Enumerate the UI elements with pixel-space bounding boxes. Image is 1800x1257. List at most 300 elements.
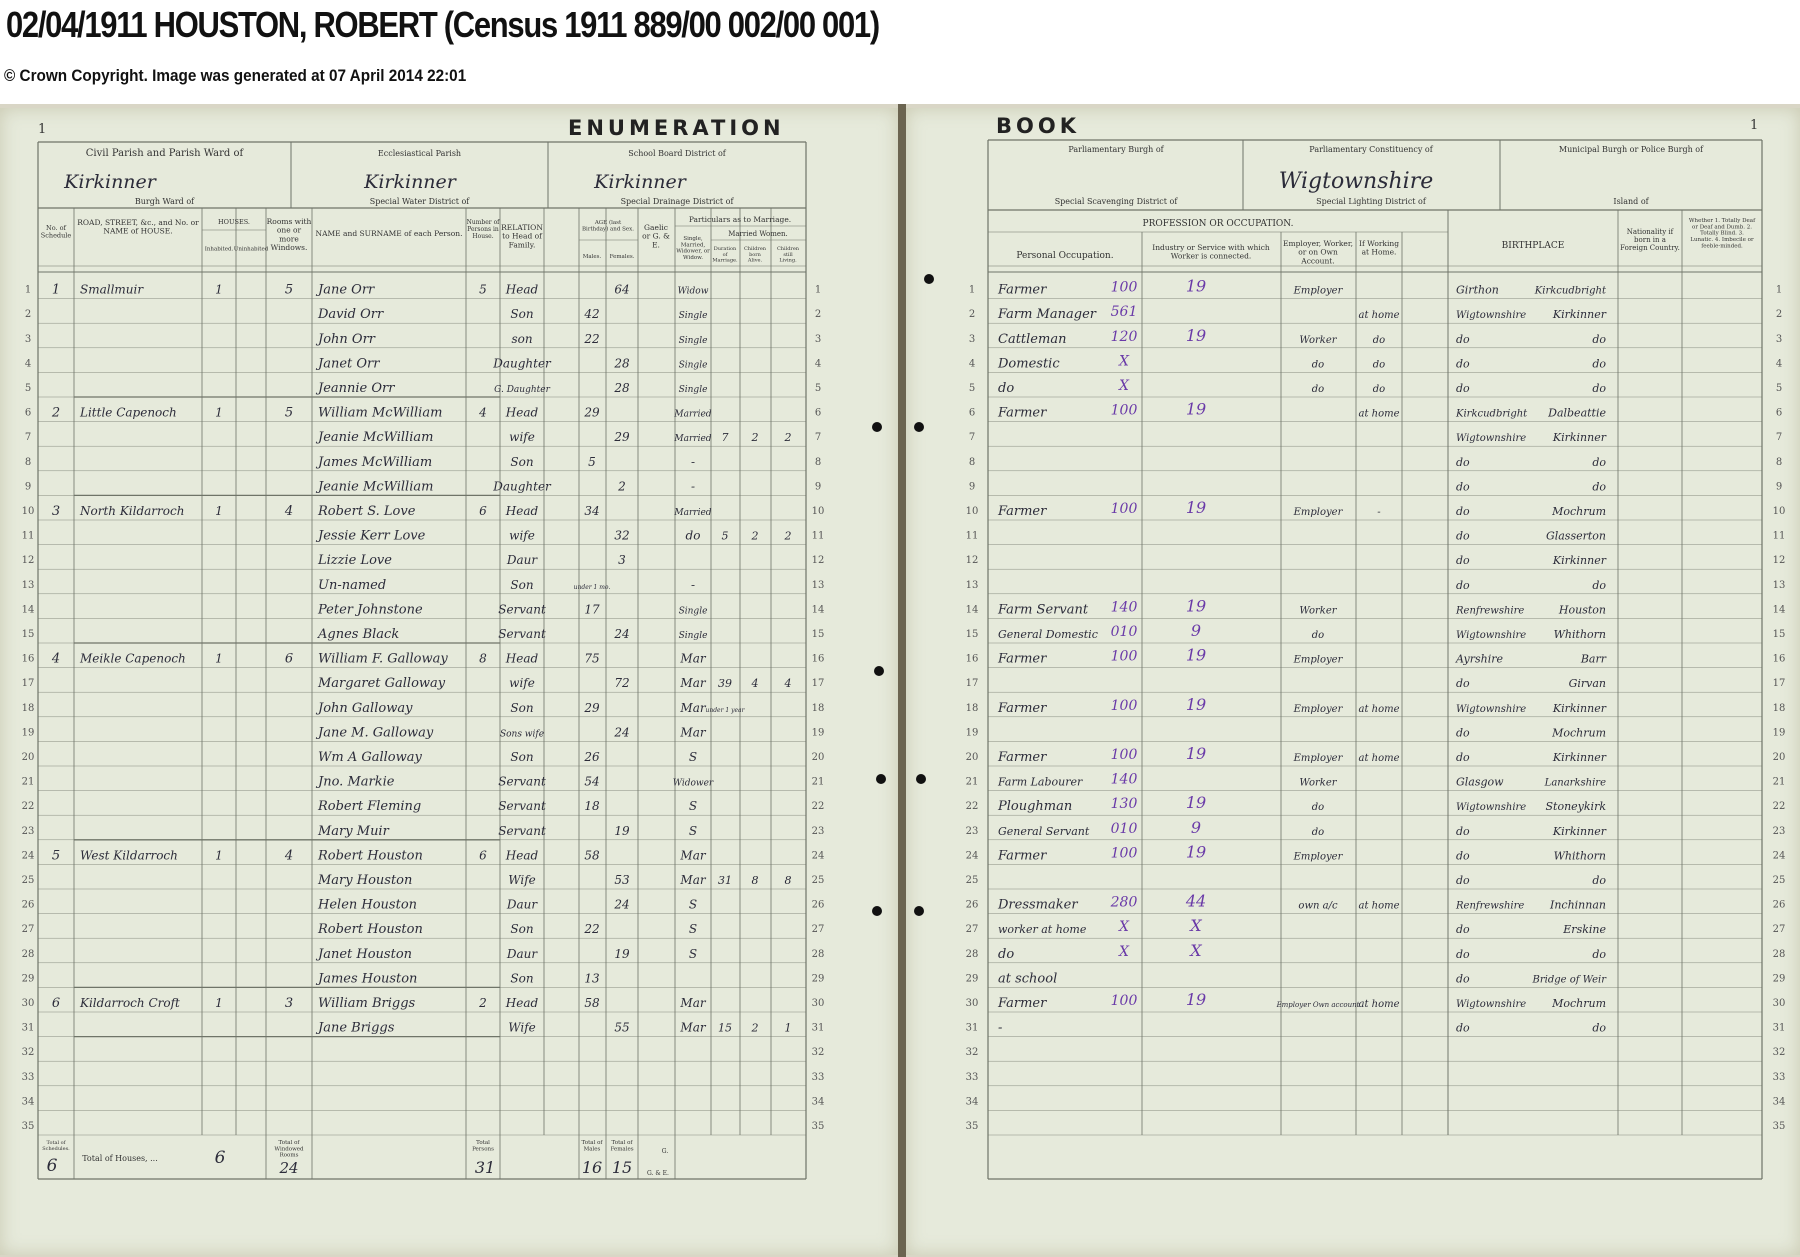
employer-status: Employer (1293, 654, 1343, 666)
relation-value: son (511, 331, 533, 346)
personal-occupation: Dressmaker (998, 897, 1078, 913)
row-number-right: 30 (1772, 998, 1786, 1009)
male-age: 22 (584, 331, 600, 346)
employer-status: Worker (1299, 334, 1337, 346)
total-schedules-label: Total of Schedules. (42, 1140, 70, 1152)
marital-condition: Mar (680, 1020, 706, 1035)
person-name: William Briggs (318, 996, 416, 1011)
relation-value: Servant (498, 602, 546, 617)
birthplace-parish: Kirkinner (1552, 751, 1606, 764)
occupation-code: 561 (1110, 304, 1138, 321)
birthplace-parish: Mochrum (1552, 997, 1606, 1010)
personal-occupation: Cattleman (998, 331, 1067, 347)
row-number-right: 25 (811, 875, 825, 886)
person-name: Jessie Kerr Love (318, 528, 426, 544)
occupation-code: 100 (1110, 747, 1138, 763)
birthplace-parish: do (1592, 455, 1606, 469)
female-age: 2 (618, 479, 626, 494)
birthplace-parish: Inchinnan (1549, 898, 1606, 912)
row-number-left: 34 (965, 1096, 979, 1108)
col-males: Males. (582, 254, 602, 260)
col-schedule: No. of Schedule (40, 224, 72, 240)
row-number-left: 7 (24, 432, 32, 444)
occupation-code: 130 (1110, 796, 1138, 813)
marriage-duration: 39 (718, 677, 732, 691)
occupation-code: 010 (1110, 624, 1138, 640)
birthplace-county: Renfrewshire (1456, 605, 1525, 617)
rooms-count: 3 (284, 996, 294, 1011)
row-number-left: 3 (968, 333, 976, 345)
birthplace-county: do (1456, 332, 1470, 346)
marital-condition: Mar (680, 700, 706, 715)
row-number-right: 33 (811, 1071, 825, 1083)
row-number-right: 11 (1772, 530, 1786, 542)
row-number-right: 35 (1772, 1121, 1786, 1132)
row-number-left: 21 (21, 776, 35, 788)
female-age: 24 (614, 627, 630, 641)
row-number-right: 7 (1775, 432, 1783, 444)
inhabited-count: 1 (215, 848, 223, 863)
row-number-left: 23 (965, 825, 979, 837)
children-living: 8 (784, 874, 792, 887)
marital-condition: Mar (680, 996, 706, 1010)
working-at-home: at home (1358, 408, 1400, 420)
row-number-right: 16 (811, 653, 825, 665)
enumeration-page (0, 108, 898, 1255)
relation-value: Son (510, 454, 534, 469)
industry-code: 19 (1185, 645, 1207, 665)
birthplace-parish: Kirkinner (1552, 701, 1606, 715)
row-number-left: 8 (968, 456, 976, 468)
relation-value: Servant (498, 799, 546, 814)
children-born: 2 (751, 431, 759, 445)
working-at-home: at home (1358, 999, 1400, 1010)
row-number-right: 14 (1772, 604, 1786, 616)
industry-code: X (1190, 916, 1202, 936)
relation-value: G. Daughter (494, 385, 550, 395)
row-number-left: 25 (21, 875, 35, 886)
row-number-left: 4 (24, 358, 32, 370)
row-number-right: 33 (1772, 1071, 1786, 1083)
row-number-left: 28 (21, 948, 35, 960)
row-number-left: 26 (965, 899, 979, 911)
birthplace-parish: do (1592, 332, 1606, 346)
employer-status: Employer (1293, 507, 1343, 518)
row-number-left: 2 (968, 309, 976, 321)
birthplace-parish: Kirkinner (1552, 554, 1606, 568)
relation-value: Son (510, 577, 534, 592)
birthplace-parish: Mochrum (1552, 726, 1606, 740)
female-age: 24 (614, 897, 630, 912)
marital-condition: Married (674, 508, 712, 518)
working-at-home: do (1372, 334, 1386, 346)
rooms-count: 4 (284, 504, 294, 519)
row-number-left: 32 (965, 1047, 979, 1059)
personal-occupation: do (998, 381, 1015, 396)
row-number-left: 7 (968, 432, 976, 444)
male-age: 29 (584, 405, 600, 420)
col-rooms: Rooms with one or more Windows. (266, 217, 312, 252)
document-title: 02/04/1911 HOUSTON, ROBERT (Census 1911 889/00 002/00 001) (6, 4, 879, 45)
relation-value: Head (505, 996, 539, 1010)
row-number-right: 3 (1775, 333, 1783, 345)
schedule-number: 3 (51, 504, 61, 519)
schedule-number: 2 (51, 405, 61, 421)
birthplace-parish: Whithorn (1553, 628, 1606, 641)
marital-condition: Mar (680, 848, 706, 863)
birthplace-parish: Dalbeattie (1548, 406, 1606, 420)
row-number-left: 11 (21, 530, 35, 542)
total-females-value: 15 (611, 1158, 633, 1177)
marital-condition: Mar (680, 725, 706, 740)
row-number-left: 34 (21, 1096, 35, 1108)
col-single: Single, Married, Widower, or Widow. (676, 236, 710, 261)
row-number-left: 16 (965, 653, 979, 665)
occupation-code: X (1119, 353, 1129, 370)
working-at-home: do (1372, 384, 1386, 395)
personal-occupation: Farmer (998, 848, 1047, 864)
persons-in-house: 6 (479, 848, 487, 863)
row-number-left: 18 (21, 702, 35, 714)
left-page-number: 1 (38, 122, 47, 137)
row-number-left: 8 (24, 456, 32, 468)
marital-condition: Mar (680, 873, 706, 887)
total-houses-value: 6 (214, 1148, 226, 1168)
birthplace-county: Glasgow (1456, 775, 1504, 789)
marital-condition: - (690, 454, 696, 469)
row-number-right: 1 (1775, 284, 1783, 296)
birthplace-county: Wigtownshire (1456, 630, 1527, 641)
birthplace-parish: Houston (1558, 603, 1606, 617)
birthplace-county: do (1456, 505, 1470, 518)
birthplace-parish: Barr (1580, 652, 1606, 666)
children-born: 8 (751, 874, 759, 887)
relation-value: wife (509, 528, 535, 543)
row-number-left: 14 (21, 604, 35, 616)
total-rooms-value: 24 (279, 1159, 299, 1177)
birthplace-county: do (1456, 1021, 1470, 1035)
ecclesiastical-label: Ecclesiastical Parish (377, 149, 462, 158)
row-number-right: 18 (811, 702, 825, 714)
employer-status: Employer Own account (1276, 1001, 1360, 1009)
row-number-left: 14 (965, 604, 979, 616)
row-number-right: 34 (1772, 1096, 1786, 1108)
row-number-right: 2 (1775, 309, 1783, 321)
relation-value: Servant (498, 774, 546, 789)
total-persons-label: Total Persons (472, 1140, 494, 1153)
binding-hole (924, 274, 934, 284)
birthplace-parish: Kirkinner (1552, 824, 1606, 838)
row-number-left: 1 (968, 284, 976, 296)
col-inhabited: Inhabited. (204, 246, 234, 253)
row-number-right: 8 (814, 456, 822, 468)
person-name: James Houston (318, 971, 418, 987)
col-uninhabited: Uninhabited (233, 246, 269, 253)
civil-parish-value: Kirkinner (64, 171, 156, 193)
person-name: Peter Johnstone (318, 602, 423, 618)
personal-occupation: Farm Servant (998, 602, 1089, 618)
house-name: Little Capenoch (80, 405, 177, 420)
birthplace-county: do (1456, 554, 1470, 568)
person-name: Robert Fleming (318, 799, 422, 815)
copyright-notice: © Crown Copyright. Image was generated at 07 April 2014 22:01 (4, 66, 467, 85)
person-name: Margaret Galloway (318, 676, 446, 692)
personal-occupation: Farmer (998, 282, 1047, 298)
row-number-right: 19 (1772, 727, 1786, 739)
children-born: 4 (751, 677, 759, 691)
row-number-left: 32 (21, 1047, 35, 1059)
col-married-women: Married Women. (728, 230, 788, 238)
industry-code: 9 (1190, 817, 1202, 837)
row-number-right: 12 (811, 555, 825, 567)
binding-hole (872, 422, 882, 432)
industry-code: 19 (1185, 325, 1207, 345)
birthplace-parish: Kirkinner (1552, 431, 1606, 445)
industry-code: 19 (1185, 399, 1207, 419)
birthplace-county: do (1456, 972, 1470, 986)
row-number-left: 3 (24, 333, 32, 345)
personal-occupation: Farmer (998, 700, 1047, 716)
industry-code: 19 (1185, 990, 1207, 1009)
relation-value: Wife (508, 873, 536, 887)
total-gaelic-label: G. (661, 1148, 669, 1155)
house-name: Kildarroch Croft (80, 996, 180, 1010)
employer-status: Worker (1299, 605, 1337, 617)
row-number-right: 9 (814, 481, 822, 493)
marital-condition: S (688, 946, 698, 961)
row-number-left: 1 (24, 284, 32, 296)
row-number-left: 21 (965, 776, 979, 788)
employer-status: do (1311, 630, 1325, 641)
relation-value: Son (510, 971, 534, 986)
row-number-right: 17 (811, 678, 825, 690)
row-number-right: 16 (1772, 653, 1786, 665)
row-number-right: 13 (811, 579, 825, 591)
occupation-code: 140 (1110, 771, 1138, 788)
col-working-home: If Working at Home. (1359, 239, 1399, 257)
birthplace-parish: Erskine (1563, 923, 1606, 937)
birthplace-parish: Lanarkshire (1544, 777, 1606, 789)
row-number-left: 10 (21, 506, 35, 517)
relation-value: Son (510, 700, 534, 715)
persons-in-house: 4 (479, 405, 487, 420)
marital-condition: Single (678, 360, 708, 371)
row-number-right: 25 (1772, 875, 1786, 886)
row-number-right: 9 (1775, 481, 1783, 493)
employer-status: own a/c (1298, 900, 1338, 912)
birthplace-parish: do (1592, 1021, 1606, 1035)
binding-hole (874, 666, 884, 676)
personal-occupation: Domestic (998, 356, 1060, 372)
relation-value: Son (510, 750, 534, 764)
total-males-value: 16 (581, 1158, 603, 1177)
marital-condition: - (690, 479, 696, 494)
employer-status: Employer (1293, 753, 1343, 764)
row-number-right: 27 (811, 924, 825, 936)
municipal-burgh-label: Municipal Burgh or Police Burgh of (1558, 145, 1704, 154)
binding-hole (916, 774, 926, 784)
male-age: 17 (584, 602, 600, 617)
birthplace-county: Wigtownshire (1456, 802, 1527, 814)
occupation-code: 120 (1110, 328, 1138, 345)
rooms-count: 4 (284, 848, 294, 864)
occupation-code: 280 (1110, 894, 1138, 911)
personal-occupation: Farm Labourer (998, 775, 1083, 789)
working-at-home: at home (1358, 310, 1400, 322)
marital-condition: Single (678, 631, 708, 641)
industry-code: X (1190, 940, 1202, 960)
personal-occupation: - (998, 1020, 1003, 1036)
birthplace-county: Wigtownshire (1456, 433, 1527, 445)
person-name: Mary Muir (318, 823, 389, 839)
row-number-left: 24 (21, 850, 35, 862)
birthplace-parish: do (1592, 874, 1606, 887)
census-scan (0, 104, 1800, 1257)
row-number-right: 15 (811, 629, 825, 640)
row-number-left: 12 (965, 555, 979, 567)
row-number-right: 3 (814, 333, 822, 345)
marital-condition: S (688, 799, 698, 814)
female-age: 28 (614, 356, 630, 371)
col-age: AGE (last Birthday) and Sex. (582, 220, 634, 233)
person-name: Janet Houston (318, 946, 413, 962)
row-number-left: 28 (965, 948, 979, 960)
row-number-left: 25 (965, 875, 979, 886)
total-females-label: Total of Females (610, 1140, 634, 1153)
marital-condition: Single (678, 385, 708, 395)
row-number-left: 23 (21, 825, 35, 837)
person-name: Jeanie McWilliam (318, 430, 434, 446)
female-age: 24 (614, 725, 630, 740)
row-number-left: 29 (965, 973, 979, 985)
person-name: Janet Orr (318, 356, 380, 372)
row-number-left: 31 (21, 1022, 35, 1034)
marital-condition: Mar (680, 651, 706, 666)
marital-condition: Widower (672, 778, 714, 789)
row-number-right: 10 (811, 506, 825, 517)
row-number-right: 6 (1775, 407, 1783, 419)
industry-code: 19 (1185, 596, 1207, 616)
total-males-label: Total of Males (581, 1140, 603, 1153)
col-infirmity: Whether 1. Totally Deaf or Deaf and Dumb. 2. Totally Blind. 3. Lunatic. 4. Imbecile or feeble-minded. (1688, 218, 1756, 250)
row-number-left: 12 (21, 555, 35, 567)
row-number-right: 21 (1772, 776, 1786, 788)
female-age: 3 (618, 553, 626, 568)
row-number-left: 17 (21, 678, 35, 690)
col-birthplace: BIRTHPLACE (1501, 241, 1565, 251)
row-number-right: 8 (1775, 456, 1783, 468)
row-number-left: 11 (965, 530, 979, 542)
total-persons-value: 31 (474, 1158, 496, 1177)
row-number-right: 1 (814, 284, 822, 296)
row-number-right: 2 (814, 309, 822, 321)
row-number-right: 7 (814, 432, 822, 444)
birthplace-county: Renfrewshire (1456, 900, 1525, 912)
male-age: under 1 mo. (573, 583, 611, 591)
female-age: 32 (614, 528, 630, 543)
marital-condition: Married (674, 434, 712, 445)
birthplace-county: do (1456, 874, 1470, 887)
marital-condition: Single (678, 606, 708, 617)
employer-status: Employer (1293, 703, 1343, 715)
relation-value: Daughter (493, 479, 551, 494)
row-number-left: 9 (24, 481, 32, 493)
special-water-label: Special Water District of (369, 197, 470, 206)
person-name: Jeannie Orr (318, 381, 395, 396)
col-industry: Industry or Service with which Worker is connected. (1152, 243, 1270, 261)
marital-condition: - (690, 577, 696, 592)
birthplace-county: do (1456, 677, 1470, 691)
col-road: ROAD, STREET, &c., and No. or NAME of HOUSE. (77, 218, 199, 236)
row-number-left: 13 (21, 579, 35, 591)
person-name: John Orr (318, 331, 376, 347)
total-rooms-label: Total of Windowed Rooms (274, 1140, 304, 1159)
male-age: 34 (584, 504, 600, 518)
male-age: 58 (584, 996, 600, 1010)
industry-code: 44 (1185, 891, 1207, 911)
row-number-right: 20 (1772, 752, 1786, 763)
row-number-right: 31 (1772, 1022, 1786, 1034)
book-gutter (898, 104, 906, 1257)
personal-occupation: Farmer (998, 996, 1047, 1011)
relation-value: Sons wife (499, 729, 545, 740)
person-name: Agnes Black (318, 627, 400, 642)
marital-condition: Single (678, 311, 708, 322)
marital-condition: Mar (680, 676, 706, 691)
row-number-left: 30 (965, 998, 979, 1009)
industry-code: 9 (1190, 621, 1202, 640)
birthplace-county: do (1456, 455, 1470, 469)
person-name: John Galloway (318, 700, 413, 716)
binding-hole (876, 774, 886, 784)
row-number-right: 23 (811, 825, 825, 837)
female-age: 53 (614, 873, 630, 887)
relation-value: Head (505, 405, 539, 420)
col-duration: Duration of Marriage. (712, 246, 738, 264)
row-number-right: 6 (814, 407, 822, 419)
row-number-left: 15 (21, 629, 35, 640)
birthplace-parish: Whithorn (1553, 849, 1606, 863)
relation-value: Son (510, 307, 534, 322)
marital-condition: Married (674, 409, 712, 420)
row-number-right: 24 (811, 850, 825, 862)
birthplace-county: do (1456, 382, 1470, 395)
house-name: North Kildarroch (80, 504, 185, 518)
row-number-left: 9 (968, 481, 976, 493)
person-name: Robert S. Love (318, 504, 416, 519)
relation-value: Servant (498, 823, 546, 838)
personal-occupation: Farmer (998, 504, 1047, 519)
col-females: Females. (609, 254, 635, 260)
col-nationality: Nationality if born in a Foreign Country. (1620, 228, 1680, 253)
employer-status: do (1311, 802, 1325, 814)
occupation-table (906, 108, 1800, 1255)
person-name: Jane Briggs (318, 1020, 395, 1036)
person-name: Helen Houston (318, 897, 418, 913)
ecclesiastical-value: Kirkinner (364, 171, 456, 193)
female-age: 55 (614, 1020, 630, 1035)
employer-status: do (1311, 384, 1325, 395)
row-number-right: 29 (1772, 973, 1786, 985)
row-number-right: 35 (811, 1121, 825, 1132)
birthplace-parish: Glasserton (1545, 529, 1606, 543)
schedule-number: 5 (51, 848, 61, 864)
person-name: William F. Galloway (318, 651, 448, 667)
binding-hole (914, 422, 924, 432)
persons-in-house: 5 (479, 282, 487, 297)
rooms-count: 6 (284, 651, 294, 667)
person-name: David Orr (318, 307, 384, 323)
